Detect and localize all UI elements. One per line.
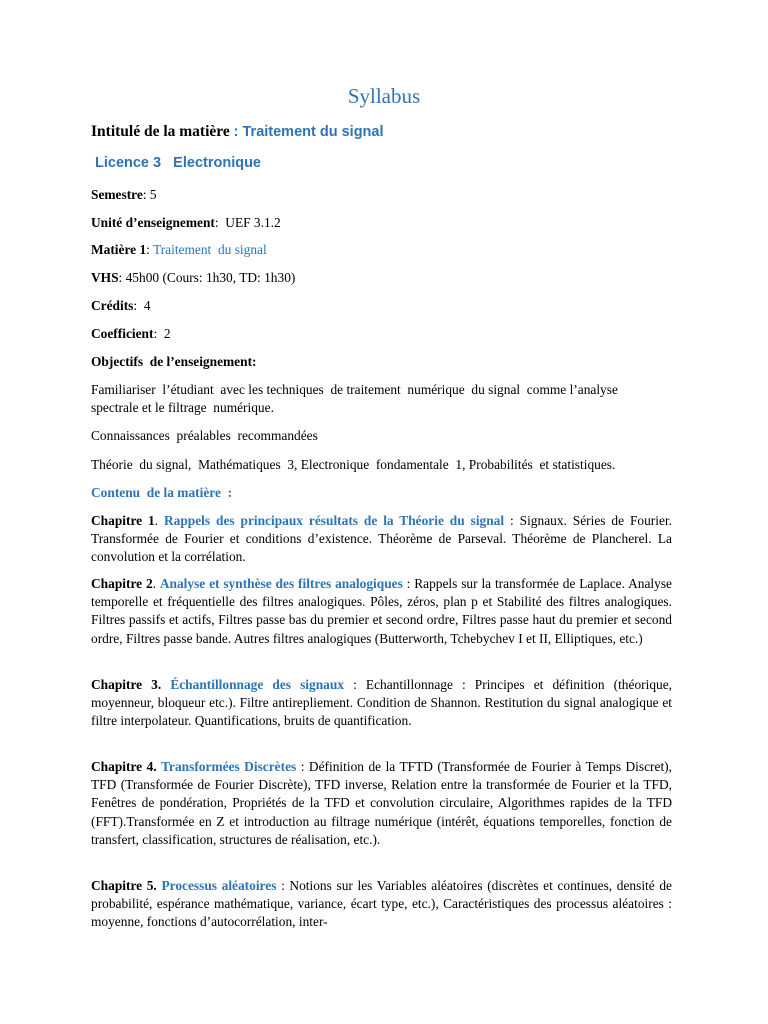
chapter-paragraph [91,676,672,731]
chapter-label: Chapitre 2 [91,576,153,591]
content-heading: Contenu de la matière : [91,485,233,500]
licence-heading: Licence 3 Electronique [95,155,261,171]
coefficient-value: : 2 [153,326,171,341]
chapter-text: : Signaux. Séries de Fourier. Transformée de Fourier et conditions d’existence. Théorème de Parseval. Théorème de Plancherel. La convolution et la corrélation. [91,513,672,565]
chapter-title: Échantillonnage des signaux [170,677,345,692]
semester-line [91,187,157,203]
chapter-text: : Rappels sur la transformée de Laplace. Analyse temporelle et fréquentielle des filtres analogiques. Pôles, zéros, plan p et Stabilité des filtres analogiques. Filtres passifs et actifs, Filtres passe bas du premier et second ordre, Filtres passe haut du premier et second ordre, Filtres passe bande. Autres filtres analogiques (Butterworth, Tchebychev I et II, Elliptiques, etc.) [91,576,672,646]
credits-value: : 4 [133,298,151,313]
course-title-value: : Traitement du signal [233,124,384,140]
chapter-title: Processus aléatoires [161,878,277,893]
semester-label: Semestre [91,187,143,202]
chapter-title: Analyse et synthèse des filtres analogiques [159,576,403,591]
page-title: Syllabus [347,84,421,108]
vhs-line [91,270,295,286]
unit-label: Unité d’enseignement [91,215,215,230]
semester-value: : 5 [142,187,157,202]
chapter-paragraph [91,877,672,932]
chapter-text: : Echantillonnage : Principes et définition (théorique, moyenneur, bloqueur etc.). Filtre antirepliement. Condition de Shannon. Restitution du signal analogique et filtre interpolateur. Quantifications, bruits de quantification. [91,677,672,729]
course-title-label: Intitulé de la matière [91,123,230,140]
prerequisites-heading: Connaissances préalables recommandées [91,428,318,443]
subject-sep: : [146,242,153,257]
chapter-sep: . [152,576,160,591]
unit-line [91,215,281,231]
credits-label: Crédits [91,298,134,313]
chapter-title: Rappels des principaux résultats de la Théorie du signal [163,513,505,528]
unit-value: : UEF 3.1.2 [214,215,281,230]
vhs-value: : 45h00 (Cours: 1h30, TD: 1h30) [118,270,296,285]
chapter-sep: . [154,513,164,528]
subject-value: Traitement du signal [152,242,267,257]
chapter-paragraph [91,575,672,648]
subject-line [91,242,267,258]
subject-label: Matière 1 [91,242,147,257]
objectives-heading: Objectifs de l’enseignement: [91,354,257,369]
chapter-sep [161,677,170,692]
objectives-text: Familiariser l’étudiant avec les techniques de traitement numérique du signal comme l’analyse spectrale et le filtrage numérique. [91,382,625,416]
chapter-label: Chapitre 5. [91,878,157,893]
chapter-text: : Définition de la TFTD (Transformée de Fourier à Temps Discret), TFD (Transformée de Fourier Discrète), TFD inverse, Relation entre la transformée de Fourier et la TFD, Fenêtres de pondération, Propriétés de la TFD et convolution circulaire, Algorithmes rapides de la TFD (FFT).Transformée en Z et introduction au filtrage numérique (intérêt, équations temporelles, fonction de transfert, classification, structures de réalisation, etc.). [91,759,672,847]
chapter-label: Chapitre 3. [91,677,162,692]
prerequisites-text: Théorie du signal, Mathématiques 3, Electronique fondamentale 1, Probabilités et statistiques. [91,457,616,472]
coefficient-label: Coefficient [91,326,154,341]
chapter-title: Transformées Discrètes [161,759,297,774]
chapter-text: : Notions sur les Variables aléatoires (discrètes et continues, densité de probabilité, espérance mathématique, variance, écart type, etc.), Caractéristiques des processus aléatoires : moyenne, fonctions d’autocorrélation, inter- [91,878,672,930]
chapter-label: Chapitre 1 [91,513,155,528]
vhs-label: VHS [91,270,119,285]
course-title-line [91,123,384,141]
chapter-paragraph [91,512,672,567]
chapter-paragraph [91,758,672,849]
chapter-label: Chapitre 4. [91,759,157,774]
credits-line [91,298,151,314]
coefficient-line [91,326,171,342]
